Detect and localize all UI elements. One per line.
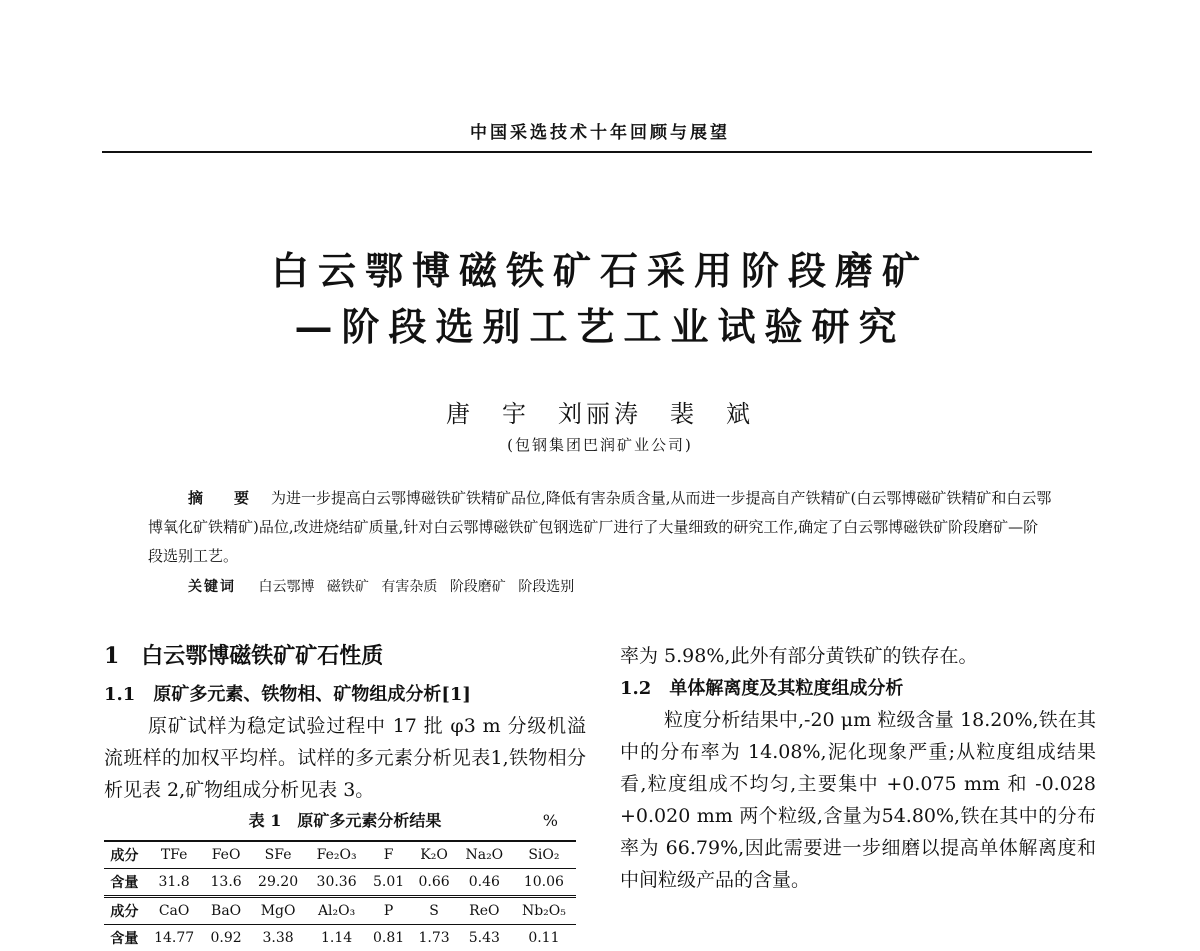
keyword: 阶段磨矿 — [450, 579, 506, 595]
running-header: 中国采选技术十年回顾与展望 — [0, 118, 1200, 143]
keyword: 阶段选别 — [518, 579, 574, 595]
authors: 唐 宇 刘丽涛 裴 斌 — [0, 394, 1200, 429]
table-cell: 含量 — [104, 925, 145, 951]
table-unit: % — [543, 806, 558, 836]
abstract-text: 为进一步提高白云鄂博磁铁矿铁精矿品位,降低有害杂质含量,从而进一步提高自产铁精矿(白云鄂博磁矿铁精矿和白云鄂博氧化矿铁精矿)品位,改进烧结矿质量,针对白云鄂博磁铁矿包钢选矿厂进行了大量细致的研究工作,确定了白云鄂博磁铁矿阶段磨矿—阶段选别工艺。 — [148, 489, 1051, 565]
table-cell: 0.11 — [512, 925, 576, 951]
table-cell: 1.73 — [411, 925, 456, 951]
table-cell: 成分 — [104, 897, 145, 925]
table-cell: TFe — [145, 841, 204, 869]
table-cell: Nb₂O₅ — [512, 897, 576, 925]
table-cell: CaO — [145, 897, 204, 925]
subsection-heading: 1.1 原矿多元素、铁物相、矿物组成分析[1] — [104, 680, 586, 710]
body-paragraph: 率为 5.98%,此外有部分黄铁矿的铁存在。 — [620, 640, 1096, 672]
keyword: 有害杂质 — [381, 579, 437, 595]
table-cell: 含量 — [104, 869, 145, 897]
keyword: 白云鄂博 — [258, 579, 314, 595]
table-row — [104, 869, 576, 897]
table-cell: SFe — [249, 841, 308, 869]
table-cell: Fe₂O₃ — [307, 841, 366, 869]
table-cell: 成分 — [104, 841, 145, 869]
table-cell: 0.92 — [203, 925, 248, 951]
table-cell: 0.66 — [411, 869, 456, 897]
table-row — [104, 925, 576, 951]
body-paragraph: 原矿试样为稳定试验过程中 17 批 φ3 m 分级机溢流班样的加权平均样。试样的多元素分析见表1,铁物相分析见表 2,矿物组成分析见表 3。 — [104, 710, 586, 806]
table-cell: 31.8 — [145, 869, 204, 897]
keywords — [188, 576, 582, 596]
table-cell: 14.77 — [145, 925, 204, 951]
table-caption — [104, 806, 586, 836]
subsection-heading: 1.2 单体解离度及其粒度组成分析 — [620, 674, 1096, 704]
table-cell: 13.6 — [203, 869, 248, 897]
left-column — [104, 640, 586, 951]
table-cell: ReO — [457, 897, 512, 925]
table-cell: 1.14 — [307, 925, 366, 951]
table-cell: FeO — [203, 841, 248, 869]
table-cell: BaO — [203, 897, 248, 925]
table-cell: 10.06 — [512, 869, 576, 897]
abstract-label: 摘 要 — [188, 489, 257, 507]
table-cell: Al₂O₃ — [307, 897, 366, 925]
table-row — [104, 897, 576, 925]
keyword: 磁铁矿 — [327, 579, 369, 595]
affiliation: (包钢集团巴润矿业公司) — [0, 434, 1200, 455]
table-cell: F — [366, 841, 411, 869]
table-cell: 30.36 — [307, 869, 366, 897]
abstract — [148, 484, 1053, 571]
table-cell: Na₂O — [457, 841, 512, 869]
table-row — [104, 841, 576, 869]
table-cell: S — [411, 897, 456, 925]
table-cell: 0.46 — [457, 869, 512, 897]
table-cell: K₂O — [411, 841, 456, 869]
table-cell: P — [366, 897, 411, 925]
body-paragraph: 粒度分析结果中,-20 μm 粒级含量 18.20%,铁在其中的分布率为 14.08%,泥化现象严重;从粒度组成结果看,粒度组成不均匀,主要集中 +0.075 mm 和 -0.028 +0.020 mm 两个粒级,含量为54.80%,铁在其中的分布率为 66.79%,因此需要进一步细磨以提高单体解离度和中间粒级产品的含量。 — [620, 704, 1096, 896]
composition-table — [104, 840, 576, 951]
header-rule — [102, 151, 1092, 153]
table-cell: 29.20 — [249, 869, 308, 897]
paper-title-line1: 白云鄂博磁铁矿石采用阶段磨矿 — [0, 240, 1200, 295]
paper-title-line2: —阶段选别工艺工业试验研究 — [0, 296, 1200, 351]
table-cell: 5.01 — [366, 869, 411, 897]
table-cell: 5.43 — [457, 925, 512, 951]
table-cell: 3.38 — [249, 925, 308, 951]
table-cell: 0.81 — [366, 925, 411, 951]
keywords-label: 关键词 — [188, 579, 236, 595]
table-cell: MgO — [249, 897, 308, 925]
table-cell: SiO₂ — [512, 841, 576, 869]
section-heading: 1 白云鄂博磁铁矿矿石性质 — [104, 640, 586, 672]
right-column — [620, 640, 1096, 896]
table-caption-text: 表 1 原矿多元素分析结果 — [249, 811, 442, 830]
